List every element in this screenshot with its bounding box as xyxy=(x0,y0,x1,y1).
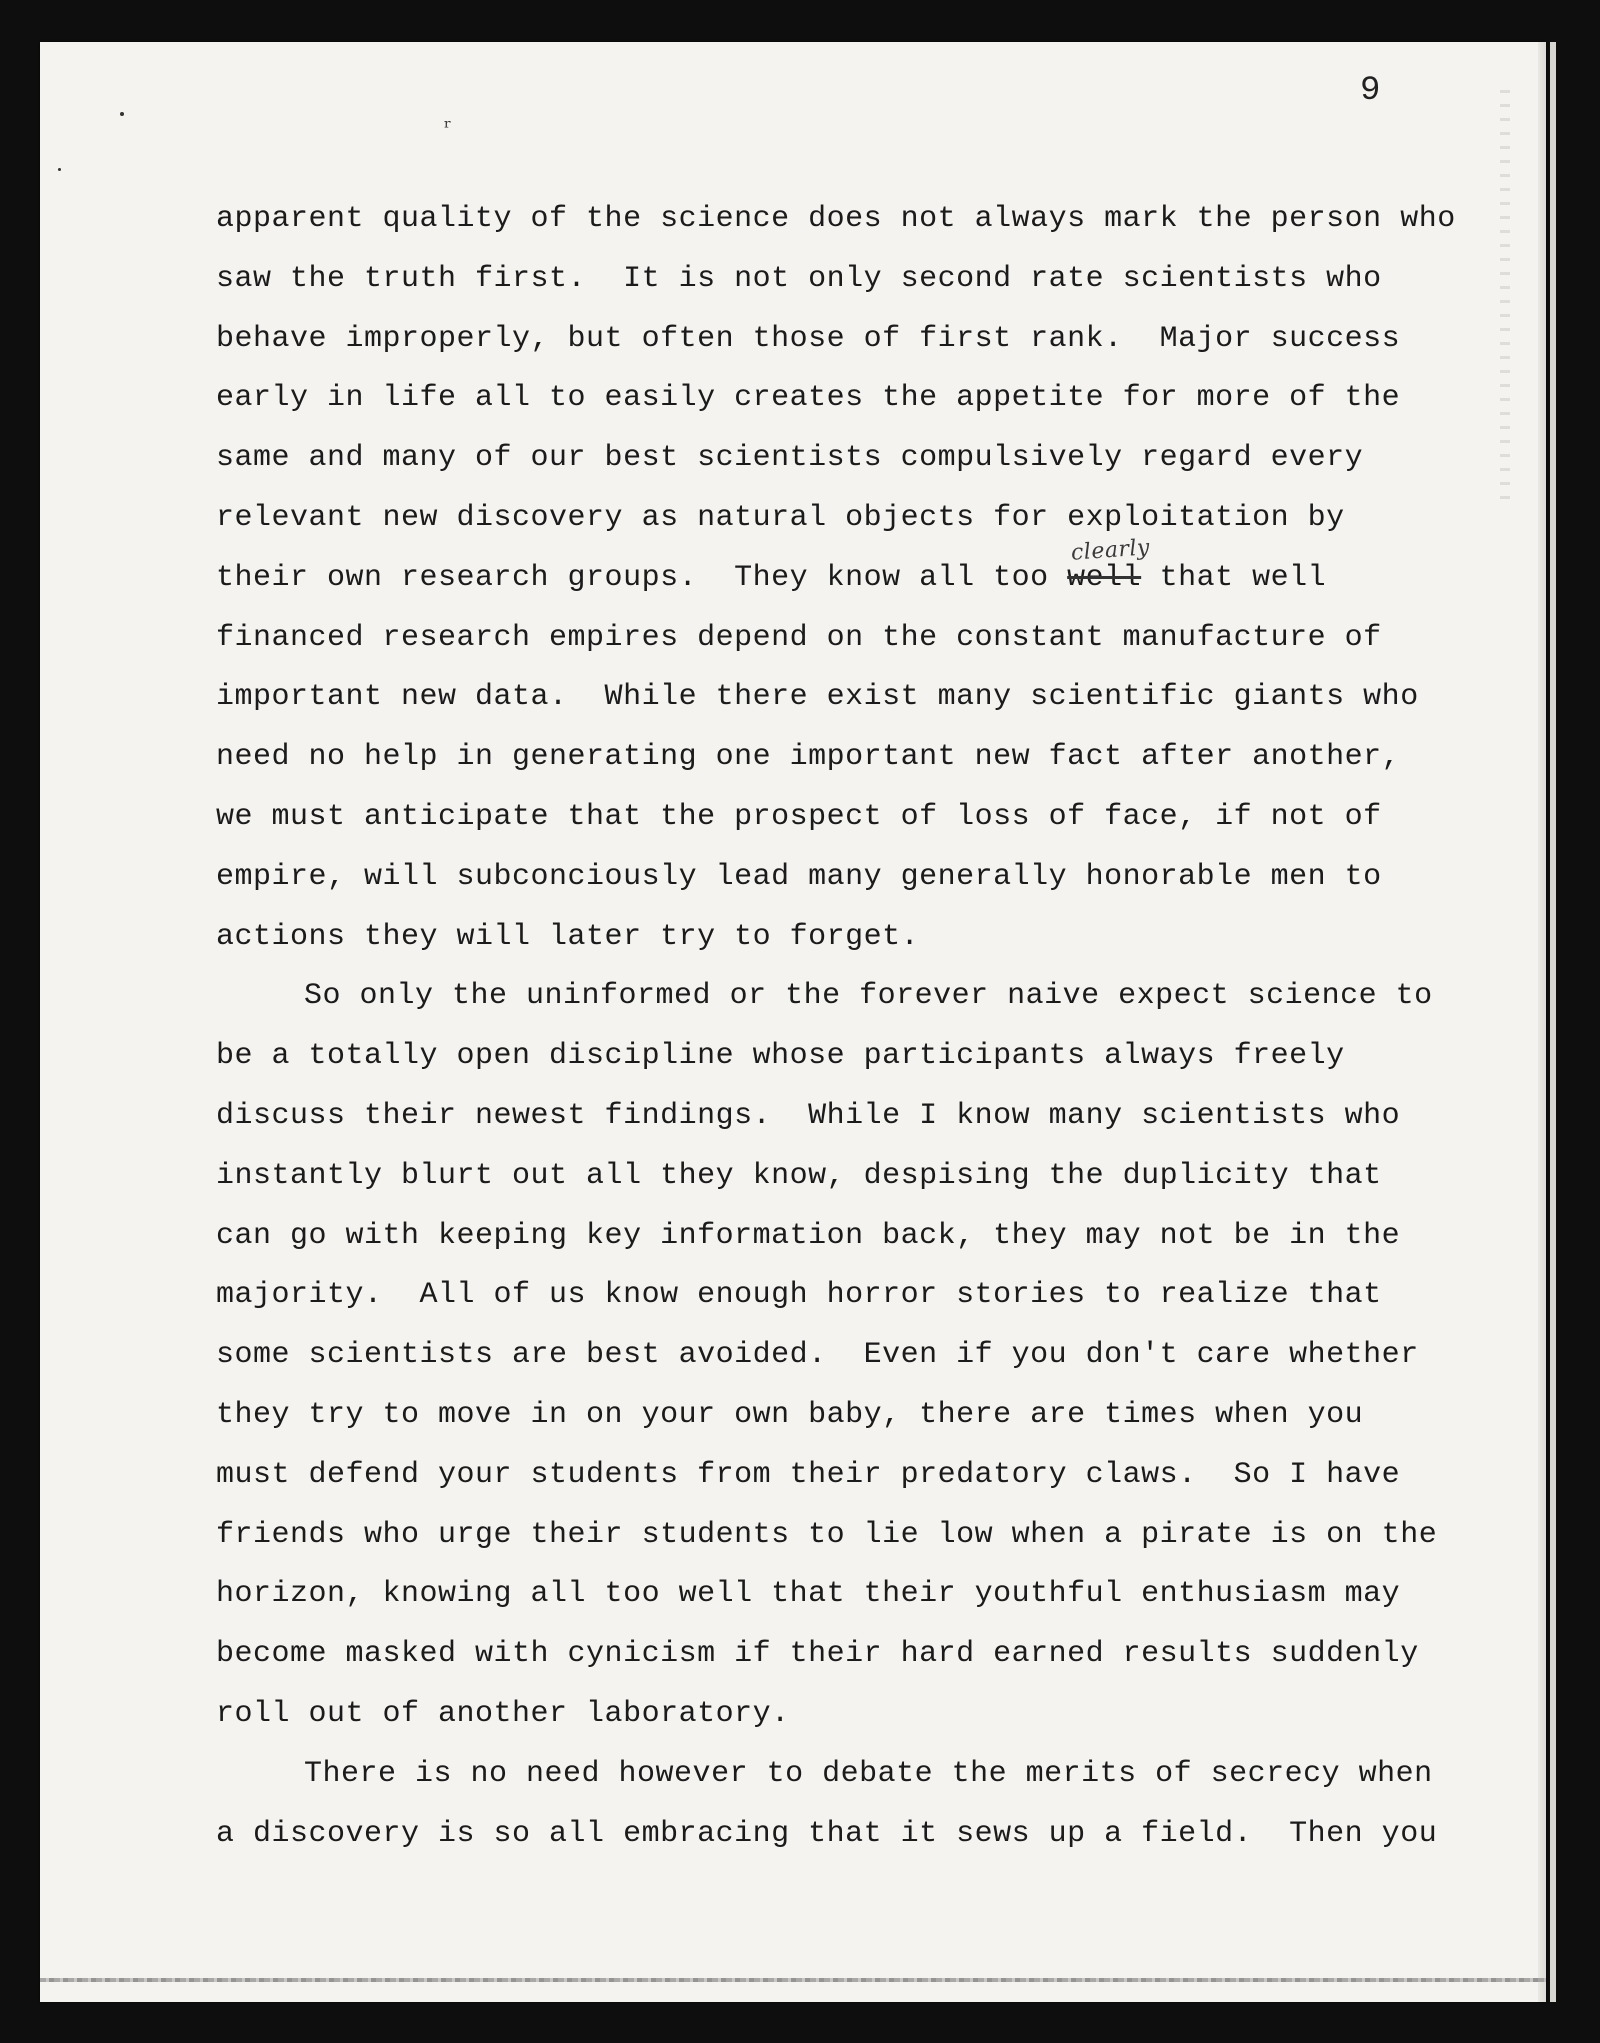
margin-scan-noise xyxy=(1500,90,1510,510)
paragraph-2 xyxy=(216,967,1436,1744)
text-line: horizon, knowing all too well that their youthful enthusiasm may xyxy=(216,1577,1401,1612)
correction-wrap xyxy=(1067,535,1151,609)
text-line: same and many of our best scientists compulsively regard every xyxy=(216,441,1364,476)
text-line: instantly blurt out all they know, despising the duplicity that xyxy=(216,1158,1382,1193)
text-line: friends who urge their students to lie low when a pirate is on the xyxy=(216,1517,1438,1552)
page-number: 9 xyxy=(1360,72,1381,110)
struck-word: well xyxy=(1067,560,1142,595)
ink-speck-mark: ʳ xyxy=(444,116,452,141)
text-line: early in life all to easily creates the appetite for more of the xyxy=(216,381,1401,416)
text-line: they try to move in on your own baby, there are times when you xyxy=(216,1397,1364,1432)
text-line: important new data. While there exist many scientific giants who xyxy=(216,680,1419,715)
bottom-scan-rule xyxy=(40,1978,1546,1982)
margin-speck xyxy=(120,112,124,116)
text-line: behave improperly, but often those of first rank. Major success xyxy=(216,321,1401,356)
text-line: financed research empires depend on the constant manufacture of xyxy=(216,620,1382,655)
text-line: must defend your students from their predatory claws. So I have xyxy=(216,1457,1401,1492)
text-line: we must anticipate that the prospect of loss of face, if not of xyxy=(216,799,1382,834)
margin-speck xyxy=(58,168,61,171)
text-line: be a totally open discipline whose participants always freely xyxy=(216,1039,1345,1074)
handwritten-annotation: clearly xyxy=(1070,535,1151,566)
text-line: actions they will later try to forget. xyxy=(216,919,920,954)
text-line: empire, will subconciously lead many generally honorable men to xyxy=(216,859,1382,894)
text-line: roll out of another laboratory. xyxy=(216,1696,790,1731)
text-line: There is no need however to debate the merits of secrecy when xyxy=(304,1756,1433,1791)
text-line: So only the uninformed or the forever naive expect science to xyxy=(304,979,1433,1014)
text-line: relevant new discovery as natural objects for exploitation by xyxy=(216,500,1345,535)
text-line: can go with keeping key information back, they may not be in the xyxy=(216,1218,1401,1253)
line-text-before: their own research groups. They know all too xyxy=(216,560,1068,595)
line-text-after: that well xyxy=(1141,560,1327,595)
text-line: discuss their newest findings. While I know many scientists who xyxy=(216,1098,1401,1133)
text-line: majority. All of us know enough horror stories to realize that xyxy=(216,1278,1382,1313)
document-body xyxy=(216,190,1456,1864)
text-line: some scientists are best avoided. Even if you don't care whether xyxy=(216,1338,1419,1373)
text-line: need no help in generating one important new fact after another, xyxy=(216,740,1401,775)
page-right-edge-strip xyxy=(1550,42,1556,2002)
annotated-text-line xyxy=(216,535,1436,609)
text-line: a discovery is so all embracing that it sews up a field. Then you xyxy=(216,1816,1438,1851)
text-line: apparent quality of the science does not always mark the person who xyxy=(216,202,1456,236)
paragraph-1 xyxy=(216,190,1456,967)
text-line: become masked with cynicism if their hard earned results suddenly xyxy=(216,1637,1419,1672)
paragraph-3 xyxy=(216,1745,1436,1865)
text-line: saw the truth first. It is not only second rate scientists who xyxy=(216,261,1382,296)
page-edge xyxy=(1538,42,1546,2002)
